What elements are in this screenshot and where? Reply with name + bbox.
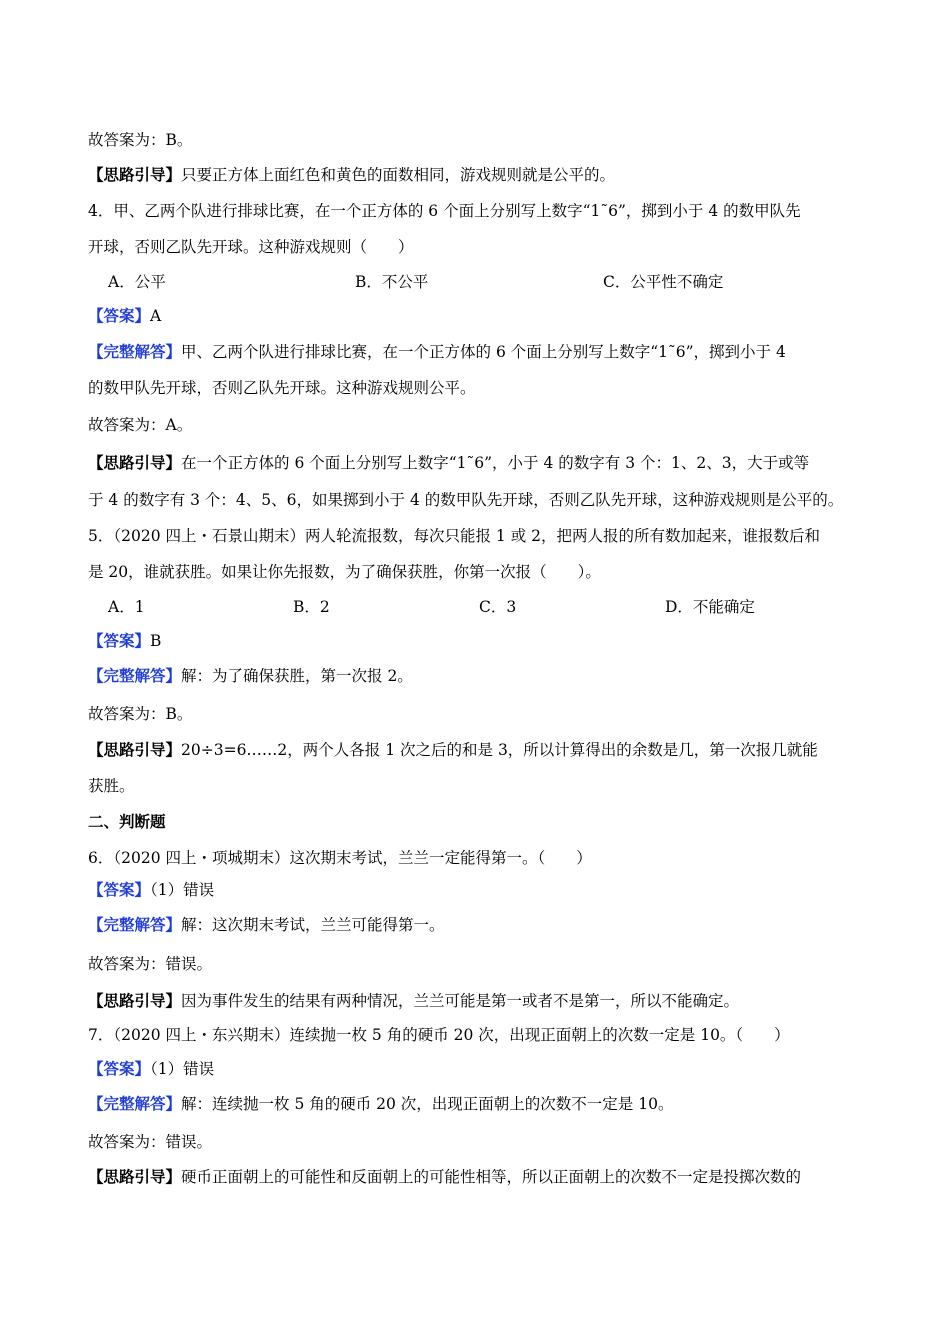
answer-tag: 【答案】: [88, 1059, 151, 1078]
answer-value: B: [150, 632, 162, 650]
q5-answer: [88, 630, 161, 652]
q6-full: [88, 914, 445, 936]
full-answer-tag: 【完整解答】: [88, 666, 182, 685]
hint-text: 因为事件发生的结果有两种情况，兰兰可能是第一或者不是第一，所以不能确定。: [181, 992, 740, 1010]
hint-tag: 【思路引导】: [88, 991, 182, 1010]
hint-text: 只要正方体上面红色和黄色的面数相同，游戏规则就是公平的。: [181, 166, 616, 184]
q4-option-a: A．公平: [108, 273, 166, 291]
answer-value: A: [150, 307, 162, 325]
q5-stem-line1: 5．（2020 四上・石景山期末）两人轮流报数，每次只能报 1 或 2，把两人报的所有数加起来，谁报数后和: [88, 527, 820, 545]
q4-full-line1: [88, 341, 786, 363]
full-answer-text: 甲、乙两个队进行排球比赛，在一个正方体的 6 个面上分别写上数字“1˜6”，掷到小于 4: [181, 343, 786, 361]
full-answer-text: 解：这次期末考试，兰兰可能得第一。: [181, 916, 445, 934]
q5-stem-line2: 是 20，谁就获胜。如果让你先报数，为了确保获胜，你第一次报（ ）。: [88, 563, 601, 581]
q6-answer: [88, 879, 214, 901]
answer-value: （1）错误: [150, 881, 215, 899]
hint-tag: 【思路引导】: [88, 740, 182, 759]
hint-text: 20÷3=6……2，两个人各报 1 次之后的和是 3，所以计算得出的余数是几，第一次报几就能: [181, 741, 818, 759]
full-answer-text: 解：为了确保获胜，第一次报 2。: [181, 667, 413, 685]
q7-answer: [88, 1058, 214, 1080]
answer-tag: 【答案】: [88, 880, 151, 899]
q7-hint: [88, 1166, 801, 1188]
answer-value: （1）错误: [150, 1060, 215, 1078]
full-answer-text: 解：连续抛一枚 5 角的硬币 20 次，出现正面朝上的次数不一定是 10。: [181, 1095, 674, 1113]
q4-option-b: B．不公平: [355, 273, 429, 291]
q4-hint-line2: 于 4 的数字有 3 个：4、5、6，如果掷到小于 4 的数甲队先开球，否则乙队先开球，这种游戏规则是公平的。: [88, 491, 844, 509]
hint-tag: 【思路引导】: [88, 453, 182, 472]
full-answer-tag: 【完整解答】: [88, 915, 182, 934]
q4-option-c: C．公平性不确定: [603, 273, 724, 291]
hint-tag: 【思路引导】: [88, 165, 182, 184]
q5-option-a: A．1: [108, 598, 145, 616]
q7-full: [88, 1093, 673, 1115]
q6-stem: 6．（2020 四上・项城期末）这次期末考试，兰兰一定能得第一。（ ）: [88, 849, 592, 867]
q5-full: [88, 665, 413, 687]
q7-stem: 7．（2020 四上・东兴期末）连续抛一枚 5 角的硬币 20 次，出现正面朝上的次数一定是 10。（ ）: [88, 1026, 790, 1044]
q5-option-c: C．3: [479, 598, 517, 616]
q4-hint-line1: [88, 452, 809, 474]
q4-stem-line2: 开球，否则乙队先开球。这种游戏规则（ ）: [88, 238, 414, 256]
hint-text: 在一个正方体的 6 个面上分别写上数字“1˜6”，小于 4 的数字有 3 个：1、2、3，大于或等: [181, 454, 810, 472]
hint-text: 硬币正面朝上的可能性和反面朝上的可能性相等，所以正面朝上的次数不一定是投掷次数的: [181, 1168, 802, 1186]
q6-hint: [88, 990, 739, 1012]
q3-conclusion: 故答案为：B。: [88, 131, 193, 149]
q5-option-d: D．不能确定: [665, 598, 755, 616]
hint-tag: 【思路引导】: [88, 1167, 182, 1186]
answer-tag: 【答案】: [88, 306, 151, 325]
full-answer-tag: 【完整解答】: [88, 1094, 182, 1113]
q3-hint: [88, 164, 615, 186]
section-heading: 二、判断题: [88, 812, 166, 831]
q6-conclusion: 故答案为：错误。: [88, 955, 213, 973]
q5-hint-line2: 获胜。: [88, 777, 135, 795]
q5-conclusion: 故答案为：B。: [88, 705, 193, 723]
answer-tag: 【答案】: [88, 631, 151, 650]
q4-conclusion: 故答案为：A。: [88, 416, 193, 434]
q5-option-b: B．2: [293, 598, 330, 616]
q5-hint-line1: [88, 739, 818, 761]
full-answer-tag: 【完整解答】: [88, 342, 182, 361]
q4-stem-line1: 4．甲、乙两个队进行排球比赛，在一个正方体的 6 个面上分别写上数字“1˜6”，掷到小于 4 的数甲队先: [88, 202, 801, 220]
q7-conclusion: 故答案为：错误。: [88, 1133, 213, 1151]
q4-full-line2: 的数甲队先开球，否则乙队先开球。这种游戏规则公平。: [88, 379, 476, 397]
q4-answer: [88, 305, 161, 327]
